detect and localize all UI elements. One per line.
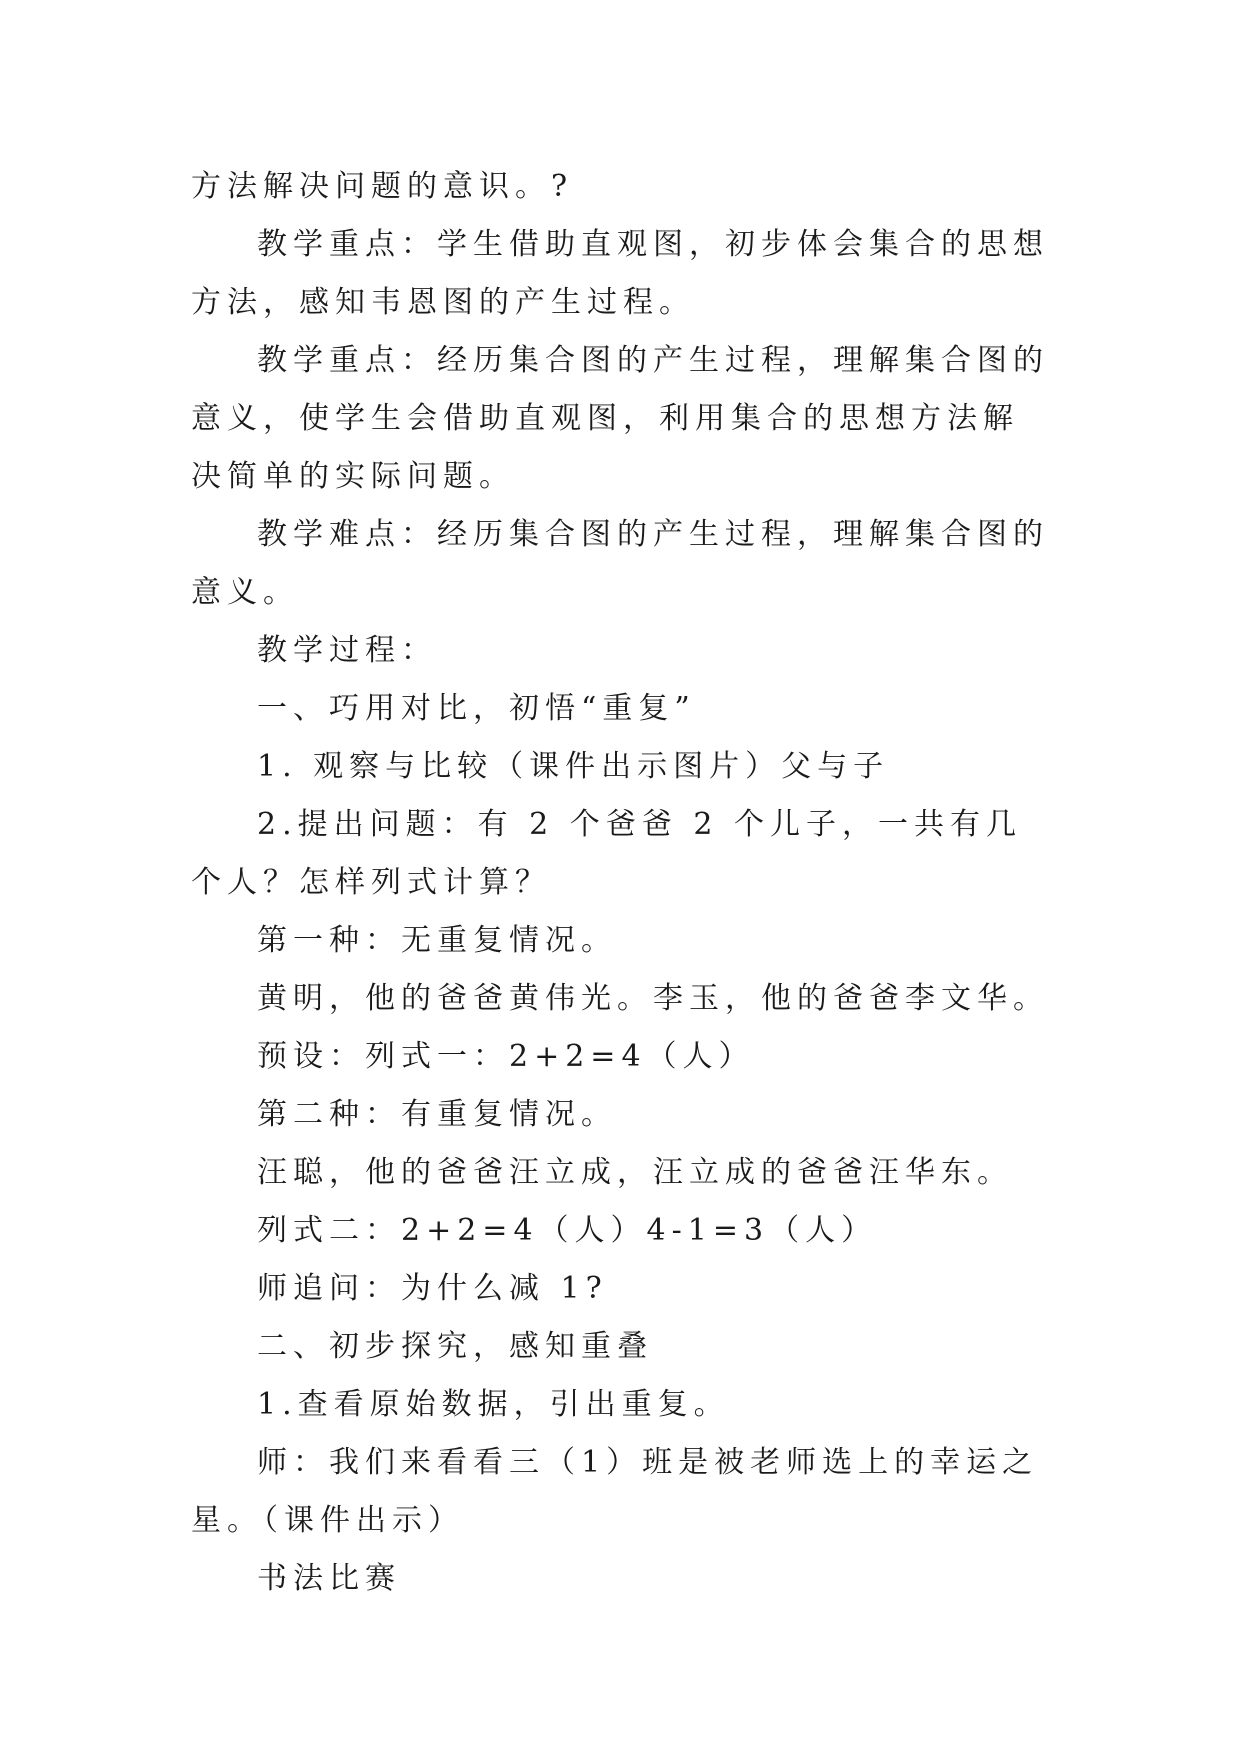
document-page <box>191 158 1051 1608</box>
paragraph: 第二种：有重复情况。 <box>257 1097 617 1132</box>
section-heading: 一、巧用对比，初悟“重复” <box>257 691 696 726</box>
paragraph: 2.提出问题：有 2 个爸爸 2 个儿子，一共有几个人？怎样列式计算？ <box>191 807 1022 900</box>
paragraph: 书法比赛 <box>257 1561 401 1596</box>
paragraph: 1. 观察与比较（课件出示图片）父与子 <box>257 749 890 784</box>
paragraph: 列式二：2+2=4（人）4-1=3（人） <box>257 1213 878 1248</box>
paragraph: 教学重点：学生借助直观图，初步体会集合的思想方法，感知韦恩图的产生过程。 <box>191 227 1049 320</box>
paragraph: 黄明，他的爸爸黄伟光。李玉，他的爸爸李文华。 <box>257 981 1049 1016</box>
paragraph: 教学重点：经历集合图的产生过程，理解集合图的意义，使学生会借助直观图，利用集合的思想方法解决简单的实际问题。 <box>191 343 1049 494</box>
section-heading: 二、初步探究，感知重叠 <box>257 1329 653 1364</box>
paragraph: 汪聪，他的爸爸汪立成，汪立成的爸爸汪华东。 <box>257 1155 1013 1190</box>
paragraph: 1.查看原始数据，引出重复。 <box>257 1387 730 1422</box>
paragraph: 教学过程： <box>257 633 437 668</box>
paragraph: 师追问：为什么减 1? <box>257 1271 608 1306</box>
paragraph: 师：我们来看看三（1）班是被老师选上的幸运之星。（课件出示） <box>191 1445 1039 1538</box>
paragraph: 预设：列式一：2+2=4（人） <box>257 1039 755 1074</box>
paragraph: 方法解决问题的意识。? <box>191 169 574 204</box>
paragraph: 教学难点：经历集合图的产生过程，理解集合图的意义。 <box>191 517 1049 610</box>
paragraph: 第一种：无重复情况。 <box>257 923 617 958</box>
